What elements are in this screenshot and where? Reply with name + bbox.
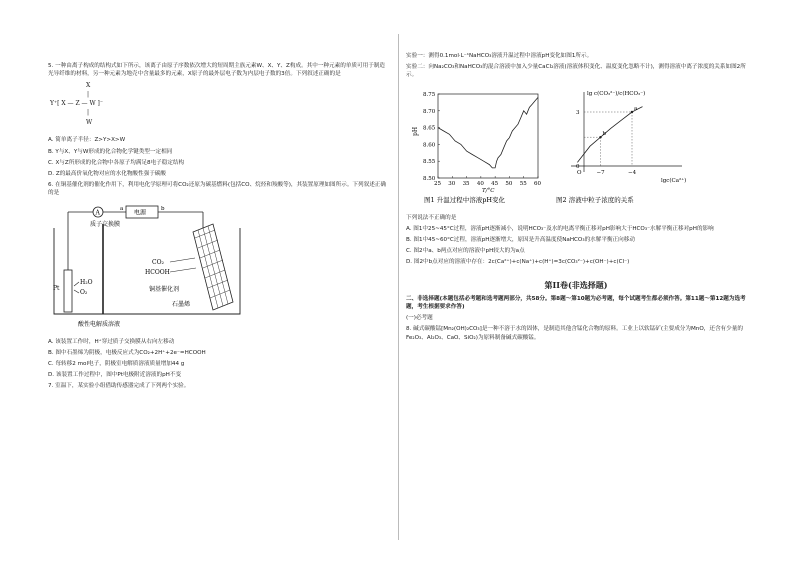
- fig2-series-line: [577, 106, 642, 162]
- q5-option-d: D. Z的最高价氧化物对应的水化物酸性强于碳酸: [48, 171, 166, 178]
- q5-structure: [48, 82, 390, 130]
- q6-stem: 6. 在铜基催化剂的催化作用下，利用电化学原理可将CO₂还原为碳基燃料(包括CO、烷烃和羧酸等)，其装置原理如图所示。下列叙述正确的是: [48, 182, 386, 197]
- q6-option-b: B. 图中石墨烯为阴极，电极反应式为CO₂+2H⁺+2e⁻=HCOOH: [48, 349, 206, 356]
- figure2-caption: 图2 溶液中粒子浓度的关系: [556, 195, 634, 204]
- q5-stem: 5. 一种由离子构成的结构式如下所示，该离子由原子序数依次增大的短周期主族元素W、X、Y、Z构成。其中一种元素的单质可用于制造光导纤维的材料，另一种元素为地壳中含量最多的元素，X原子的最外层电子数为内层电子数的3倍。下列叙述正确的是: [48, 63, 385, 78]
- h2o-label: H₂O: [80, 278, 93, 286]
- fig1-x-axis-label: T/°C: [482, 187, 495, 194]
- q6-option-c: C. 每转移2 mol电子，阴极室电解质溶液质量增加44 g: [48, 361, 185, 368]
- q7-stem: 7. 室温下，某实验小组借助传感器完成了下列两个实验。: [48, 383, 190, 390]
- terminal-a: a: [120, 205, 124, 212]
- section-intro: 二、非选择题(本题包括必考题和选考题两部分，共58分。第8题～第10题为必考题，每个试题考生都必须作答。第11题～第12题为选考题，考生根据要求作答): [406, 295, 746, 311]
- fig2-point-a: [631, 110, 633, 112]
- fig1-y-tick-label: 8.75: [423, 91, 436, 98]
- fig1-y-tick-label: 8.60: [423, 142, 436, 149]
- fig1-x-tick-label: 55: [519, 180, 527, 187]
- fig1-y-axis-label: pH: [412, 126, 419, 136]
- terminal-b: b: [161, 205, 165, 212]
- graphene-label: 石墨烯: [172, 300, 191, 308]
- experiment-one: 实验一：测得0.1mol·L⁻¹NaHCO₃溶液升温过程中溶液pH变化如图1所示。: [406, 53, 593, 59]
- fig2-point-b: [599, 136, 601, 138]
- q8-stem: 8. 碱式碳酸锰[Mn₂(OH)₂CO₃]是一种不溶于水的固体，是制造其他含锰化合物的原料。工业上以软锰矿(主要成分为MnO，还含有少量的Fe₂O₃、Al₂O₃、CaO、SiO₂)为原料制备碱式碳酸锰。: [406, 326, 743, 341]
- structure-row: Y⁺[ X — Z — W ]⁻: [50, 100, 104, 108]
- fig2-origin-label: O: [577, 169, 582, 176]
- fig2-y-tick-label: 0: [576, 163, 580, 170]
- structure-bond-top: |: [87, 91, 90, 99]
- fig1-x-tick-label: 25: [434, 180, 441, 187]
- hcooh-label: HCOOH: [145, 268, 170, 276]
- membrane-label: 质子交换膜: [90, 220, 121, 228]
- fig2-x-tick-label: −7: [596, 169, 605, 176]
- structure-top-x: X: [86, 82, 91, 90]
- fig1-x-tick-label: 60: [534, 180, 541, 187]
- figure2-chart: [571, 90, 686, 184]
- ammeter-label: A: [95, 209, 100, 217]
- experiment-two: 实验二：向Na₂CO₃和NaHCO₃的混合溶液中加入少量CaCl₂溶液(溶液体积变化、温度变化忽略不计)，测得溶液中离子浓度的关系如图2所示。: [406, 64, 746, 79]
- section-title: 第II卷(非选择题): [544, 279, 608, 290]
- q5-option-a: A. 简单离子半径：Z>Y>X>W: [48, 137, 126, 144]
- q7-option-b: B. 图1中45~60°C过程，溶液pH逐渐增大，原因是升高温度使NaHCO₃的水解平衡正向移动: [406, 237, 635, 244]
- q7-option-a: A. 图1中25~45°C过程，溶液pH逐渐减小，说明HCO₃⁻及水的电离平衡正移对pH影响大于HCO₃⁻水解平衡正移对pH的影响: [406, 225, 714, 232]
- left-column: [48, 62, 390, 394]
- fig2-x-tick-label: −4: [628, 169, 637, 176]
- fig1-y-tick-label: 8.55: [423, 158, 436, 165]
- fig1-x-tick-label: 35: [462, 180, 470, 187]
- co2-label: CO₂: [152, 258, 164, 266]
- fig2-y-axis-label: lg c(CO₃²⁻)/c(HCO₃⁻): [587, 90, 646, 97]
- catalyst-label: 铜基催化剂: [149, 285, 180, 293]
- q7-option-d: D. 图2中b点对应的溶液中存在：2c(Ca²⁺)+c(Na⁺)+c(H⁺)=3c(CO₃²⁻)+c(OH⁻)+c(Cl⁻): [406, 259, 630, 266]
- right-column: [406, 52, 746, 345]
- fig1-y-tick-label: 8.50: [423, 175, 436, 182]
- fig1-series-line: [438, 97, 538, 167]
- electrolysis-svg: [48, 202, 248, 330]
- electrolysis-diagram: [48, 202, 390, 330]
- fig1-y-tick-label: 8.65: [423, 125, 436, 132]
- pt-electrode: [64, 270, 72, 312]
- q7-option-c: C. 图2中a、b两点对应的溶液中pH较大的为a点: [406, 248, 525, 255]
- fig1-x-tick-label: 40: [476, 180, 484, 187]
- column-divider: [398, 34, 399, 540]
- figures-row: [406, 86, 746, 206]
- figure1-caption: 图1 升温过程中溶液pH变化: [424, 195, 506, 204]
- question-prompt: 下列说法不正确的是: [406, 214, 457, 221]
- electrolyte-label: 酸性电解质溶液: [78, 320, 121, 328]
- charts-svg: [406, 86, 706, 206]
- structure-bottom-w: W: [86, 119, 93, 127]
- q5-option-b: B. Y与X、Y与W形成的化合物化学键类型一定相同: [48, 148, 173, 155]
- fig2-point-label: a: [634, 105, 638, 112]
- pt-label: Pt: [53, 284, 60, 292]
- figure1-chart: [412, 92, 541, 194]
- structure-bond-bottom: |: [87, 109, 90, 117]
- fig1-x-tick-label: 45: [491, 180, 499, 187]
- fig1-y-tick-label: 8.70: [423, 108, 436, 115]
- fig1-x-tick-label: 30: [448, 180, 456, 187]
- fig2-point-label: b: [602, 130, 607, 137]
- fig2-x-axis-label: lgc(Ca²⁺): [661, 177, 687, 184]
- power-label: 电源: [134, 209, 147, 217]
- q5-option-c: C. X与Z所形成的化合物中各原子均满足8电子稳定结构: [48, 159, 185, 166]
- subsection-title: (一)必考题: [406, 315, 433, 322]
- q6-option-d: D. 该装置工作过程中，图中Pt电极附近溶液的pH不变: [48, 372, 182, 379]
- fig2-y-tick-label: 3: [576, 109, 580, 116]
- q6-option-a: A. 该装置工作时，H⁺穿过质子交换膜从右向左移动: [48, 338, 175, 345]
- o2-label: O₂: [80, 288, 88, 296]
- fig1-x-tick-label: 50: [505, 180, 513, 187]
- fig1-frame: [438, 94, 538, 178]
